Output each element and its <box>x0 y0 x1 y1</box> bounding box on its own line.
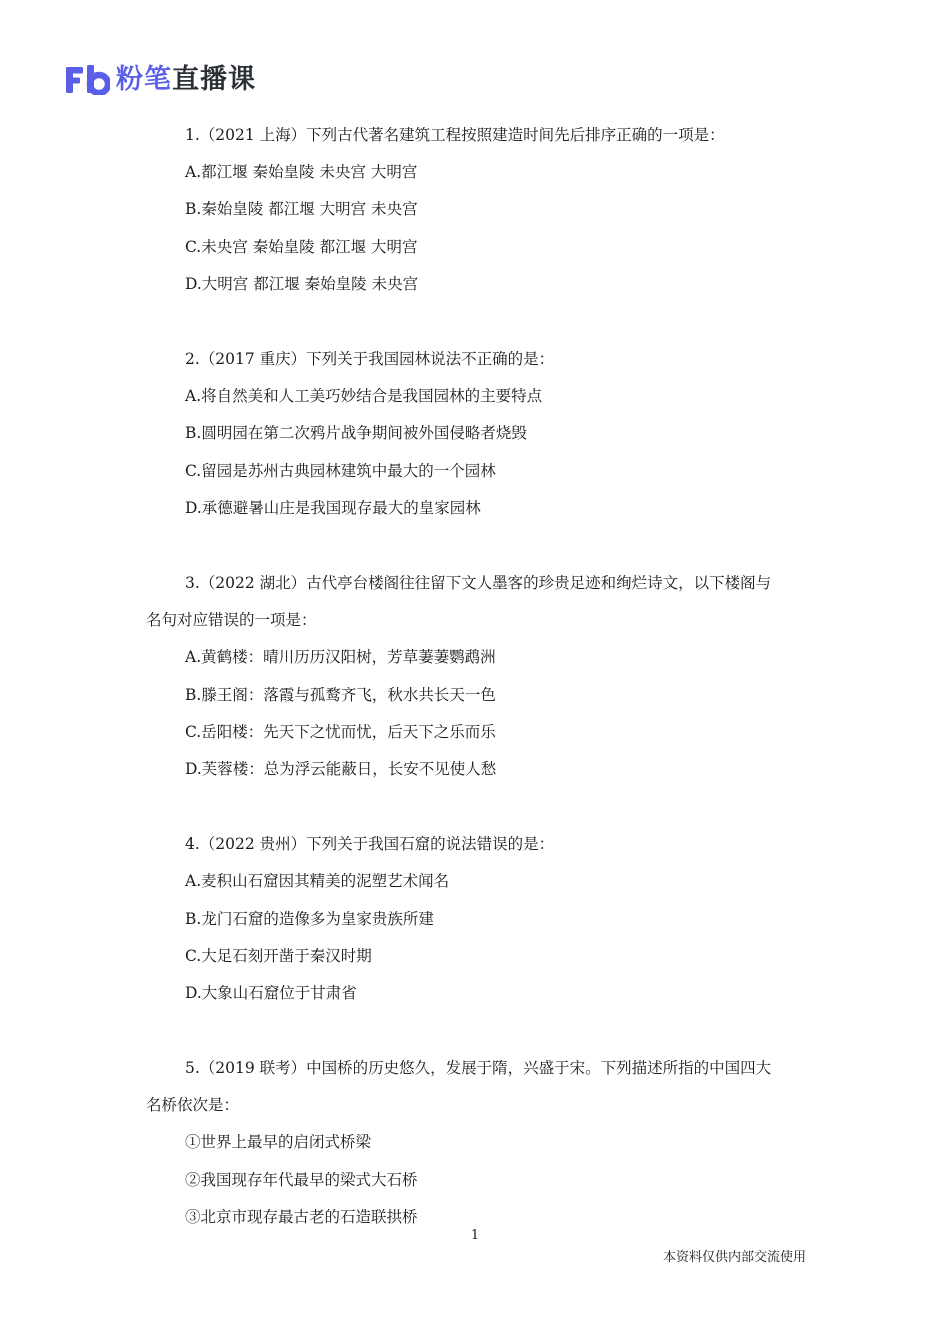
question-3-stem-line-1: 3.（2022 湖北）古代亭台楼阁往往留下文人墨客的珍贵足迹和绚烂诗文，以下楼阁与 <box>185 574 772 592</box>
question-2-option-a: A.将自然美和人工美巧妙结合是我国园林的主要特点 <box>185 387 543 405</box>
footer-note: 本资料仅供内部交流使用 <box>662 1250 806 1265</box>
question-1-option-c: C.未央宫 秦始皇陵 都江堰 大明宫 <box>185 238 418 256</box>
question-2-option-c: C.留园是苏州古典园林建筑中最大的一个园林 <box>185 462 496 480</box>
question-4-option-c: C.大足石刻开凿于秦汉时期 <box>185 947 372 965</box>
question-2-option-b: B.圆明园在第二次鸦片战争期间被外国侵略者烧毁 <box>185 424 527 442</box>
question-3-option-c: C.岳阳楼：先天下之忧而忧，后天下之乐而乐 <box>185 723 496 741</box>
question-4-stem: 4.（2022 贵州）下列关于我国石窟的说法错误的是： <box>185 835 555 853</box>
question-5-stem-line-1: 5.（2019 联考）中国桥的历史悠久，发展于隋，兴盛于宋。下列描述所指的中国四大 <box>185 1059 772 1077</box>
question-3-option-d: D.芙蓉楼：总为浮云能蔽日，长安不见使人愁 <box>185 760 497 778</box>
question-1-option-a: A.都江堰 秦始皇陵 未央宫 大明宫 <box>185 163 418 181</box>
question-4-option-a: A.麦积山石窟因其精美的泥塑艺术闻名 <box>185 872 450 890</box>
logo-brand-text: 粉笔 <box>116 64 172 95</box>
question-4-option-b: B.龙门石窟的造像多为皇家贵族所建 <box>185 910 434 928</box>
logo-product-text: 直播课 <box>172 64 256 95</box>
question-5-item-3: ③北京市现存最古老的石造联拱桥 <box>185 1208 418 1226</box>
question-3-option-b: B.滕王阁：落霞与孤鹜齐飞，秋水共长天一色 <box>185 686 496 704</box>
question-2-stem: 2.（2017 重庆）下列关于我国园林说法不正确的是： <box>185 350 555 368</box>
question-5-item-1: ①世界上最早的启闭式桥梁 <box>185 1133 372 1151</box>
page-number: 1 <box>470 1228 480 1243</box>
question-5-stem-line-2: 名桥依次是： <box>146 1096 240 1114</box>
question-1-option-d: D.大明宫 都江堰 秦始皇陵 未央宫 <box>185 275 419 293</box>
question-1-option-b: B.秦始皇陵 都江堰 大明宫 未央宫 <box>185 200 418 218</box>
question-3-stem-line-2: 名句对应错误的一项是： <box>146 611 317 629</box>
question-1-stem: 1.（2021 上海）下列古代著名建筑工程按照建造时间先后排序正确的一项是： <box>185 126 725 144</box>
question-2-option-d: D.承德避暑山庄是我国现存最大的皇家园林 <box>185 499 481 517</box>
question-4-option-d: D.大象山石窟位于甘肃省 <box>185 984 357 1002</box>
question-3-option-a: A.黄鹤楼：晴川历历汉阳树，芳草萋萋鹦鹉洲 <box>185 648 496 666</box>
question-5-item-2: ②我国现存年代最早的梁式大石桥 <box>185 1171 418 1189</box>
